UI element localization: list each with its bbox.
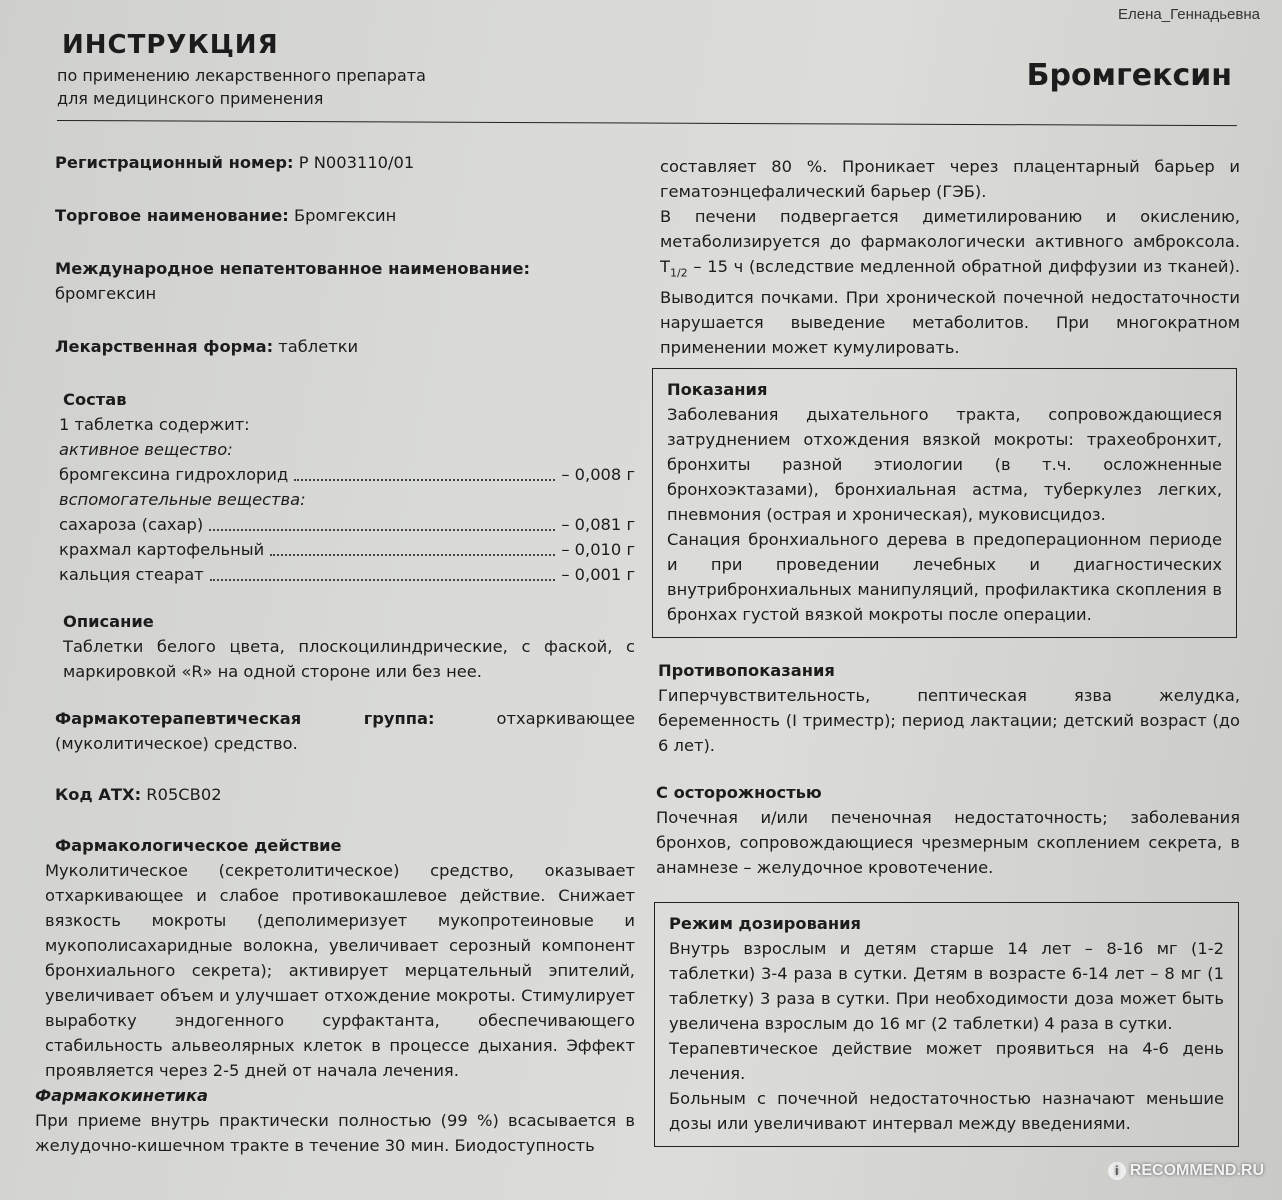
section-heading: Режим дозирования [669, 914, 862, 934]
half-life-subscript: 1/2 [669, 266, 688, 280]
field-label: Фармакотерапевтическая группа: [55, 709, 435, 728]
ingredient-name: бромгексина гидрохлорид [59, 465, 289, 484]
document-title: ИНСТРУКЦИЯ [62, 30, 279, 60]
ingredient-row [59, 512, 635, 537]
active-label: активное вещество: [59, 440, 233, 459]
field-value: таблетки [273, 337, 359, 356]
ingredient-amount: – 0,001 г [561, 565, 635, 584]
ingredient-amount: – 0,081 г [561, 515, 635, 534]
document-subtitle [57, 64, 426, 110]
metabolism-text-cont: – 15 ч (вследствие медленной обратной диффузии из тканей). Выводится почками. При хронической почечной недостаточности нарушается выведение метаболитов. При многократном применении может кумулировать. [660, 257, 1240, 358]
inn-name [55, 256, 635, 306]
field-value: Р N003110/01 [293, 153, 415, 172]
composition-section [59, 387, 635, 587]
pharmacokinetics-metabolism [660, 204, 1240, 360]
atc-code [55, 782, 635, 807]
section-heading: Описание [63, 612, 154, 631]
indications-box [652, 368, 1237, 638]
ingredient-row [59, 537, 635, 562]
section-heading: С осторожностью [656, 783, 822, 803]
watermark-username: Елена_Геннадьевна [1118, 6, 1260, 23]
field-value: отхаркивающее (муколитическое) средство. [55, 709, 635, 753]
left-column [35, 150, 635, 1180]
section-text: Больным с почечной недостаточностью назначают меньшие дозы или увеличивают интервал между введениями. [669, 1089, 1224, 1134]
field-label: Код АТХ: [55, 785, 142, 804]
caution-section [656, 780, 1240, 880]
dosage-form [55, 334, 635, 359]
ingredient-name: сахароза (сахар) [59, 515, 204, 534]
dot-leader [209, 529, 555, 531]
ingredient-amount: – 0,008 г [561, 465, 635, 484]
subtitle-line-1: по применению лекарственного препарата [57, 66, 426, 85]
dot-leader [294, 479, 555, 481]
recommend-logo-icon: i [1108, 1162, 1126, 1180]
excipient-label: вспомогательные вещества: [59, 490, 306, 509]
section-heading: Состав [63, 390, 127, 409]
dosage-box [654, 902, 1239, 1147]
contraindications-section [658, 658, 1240, 758]
section-text: Таблетки белого цвета, плоскоцилиндрические, с фаской, с маркировкой «R» на одной стороне или без нее. [63, 637, 635, 681]
section-heading: Показания [667, 380, 768, 400]
section-text: Муколитическое (секретолитическое) средство, оказывает отхаркивающее и слабое противокашлевое действие. Снижает вязкость мокроты (деполимеризует мукопротеиновые и мукополисахаридные волокна, увеличивает серозный компонент бронхиального секрета); активирует мерцательный эпителий, увеличивает объем и улучшает отхождение мокроты. Стимулирует выработку эндогенного сурфактанта, обеспечивающего стабильность альвеолярных клеток в процессе дыхания. Эффект проявляется через 2-5 дней от начала лечения. [45, 861, 635, 1080]
dot-leader [270, 554, 555, 556]
section-text: Заболевания дыхательного тракта, сопровождающиеся затруднением отхождения вязкой мокроты: трахеобронхит, бронхиты разной этиологии (в т.ч. осложненные бронхоэктазами), бронхиальная астма, туберкулез легких, пневмония (острая и хроническая), муковисцидоз. [667, 405, 1222, 525]
section-text: Гиперчувствительность, пептическая язва желудка, беременность (I триместр); период лактации; детский возраст (до 6 лет). [658, 686, 1240, 756]
section-text: Терапевтическое действие может проявиться на 4-6 день лечения. [669, 1039, 1224, 1084]
field-label: Лекарственная форма: [55, 337, 274, 356]
dot-leader [210, 579, 556, 581]
site-watermark-text: RECOMMEND.RU [1129, 1162, 1264, 1179]
ingredient-amount: – 0,010 г [561, 540, 635, 559]
header-divider [57, 120, 1237, 126]
section-heading: Фармакологическое действие [55, 836, 342, 855]
site-watermark [1108, 1162, 1264, 1180]
ingredient-row [59, 562, 635, 587]
trade-name [55, 203, 635, 228]
pharmacokinetics-continued: составляет 80 %. Проникает через плацентарный барьер и гематоэнцефалический барьер (ГЭБ). [660, 157, 1240, 201]
metabolism-text: В печени подвергается диметилированию и окислению, метаболизируется до фармакологически активного амброксола. T [660, 207, 1240, 276]
ingredient-name: крахмал картофельный [59, 540, 265, 559]
pharmacokinetics-section [35, 1083, 635, 1158]
section-text: Внутрь взрослым и детям старше 14 лет – 8-16 мг (1-2 таблетки) 3-4 раза в сутки. Детям в возрасте 6-14 лет – 8 мг (1 таблетку) 3 раза в сутки. При необходимости доза может быть увеличена взрослым до 16 мг (2 таблетки) 4 раза в сутки. [669, 939, 1224, 1034]
section-text: При приеме внутрь практически полностью (99 %) всасывается в желудочно-кишечном тракте в течение 30 мин. Биодоступность [35, 1111, 635, 1155]
field-label: Торговое наименование: [55, 206, 289, 225]
subtitle-line-2: для медицинского применения [57, 89, 324, 108]
ingredient-name: кальция стеарат [59, 565, 204, 584]
ingredient-row [59, 462, 635, 487]
drug-name: Бромгексин [1026, 58, 1232, 93]
field-value: R05CB02 [141, 785, 222, 804]
section-text: Санация бронхиального дерева в предоперационном периоде и при проведении лечебных и диагностических внутрибронхиальных манипуляций, профилактика скопления в бронхах густой вязкой мокроты после операции. [667, 530, 1222, 625]
section-text: Почечная и/или печеночная недостаточность; заболевания бронхов, сопровождающиеся чрезмерным скоплением секрета, в анамнезе – желудочное кровотечение. [656, 808, 1240, 878]
pharm-action-section [45, 833, 635, 1083]
composition-intro: 1 таблетка содержит: [59, 415, 250, 434]
field-value: Бромгексин [288, 206, 397, 225]
field-label: Международное непатентованное наименование: [55, 259, 531, 278]
description-section [63, 609, 635, 684]
section-heading: Фармакокинетика [35, 1086, 208, 1105]
right-column [656, 154, 1240, 1167]
section-heading: Противопоказания [658, 661, 835, 681]
pharm-group-section [55, 706, 635, 756]
field-label: Регистрационный номер: [55, 153, 294, 172]
field-value: бромгексин [55, 284, 157, 303]
registration-number [55, 150, 635, 175]
